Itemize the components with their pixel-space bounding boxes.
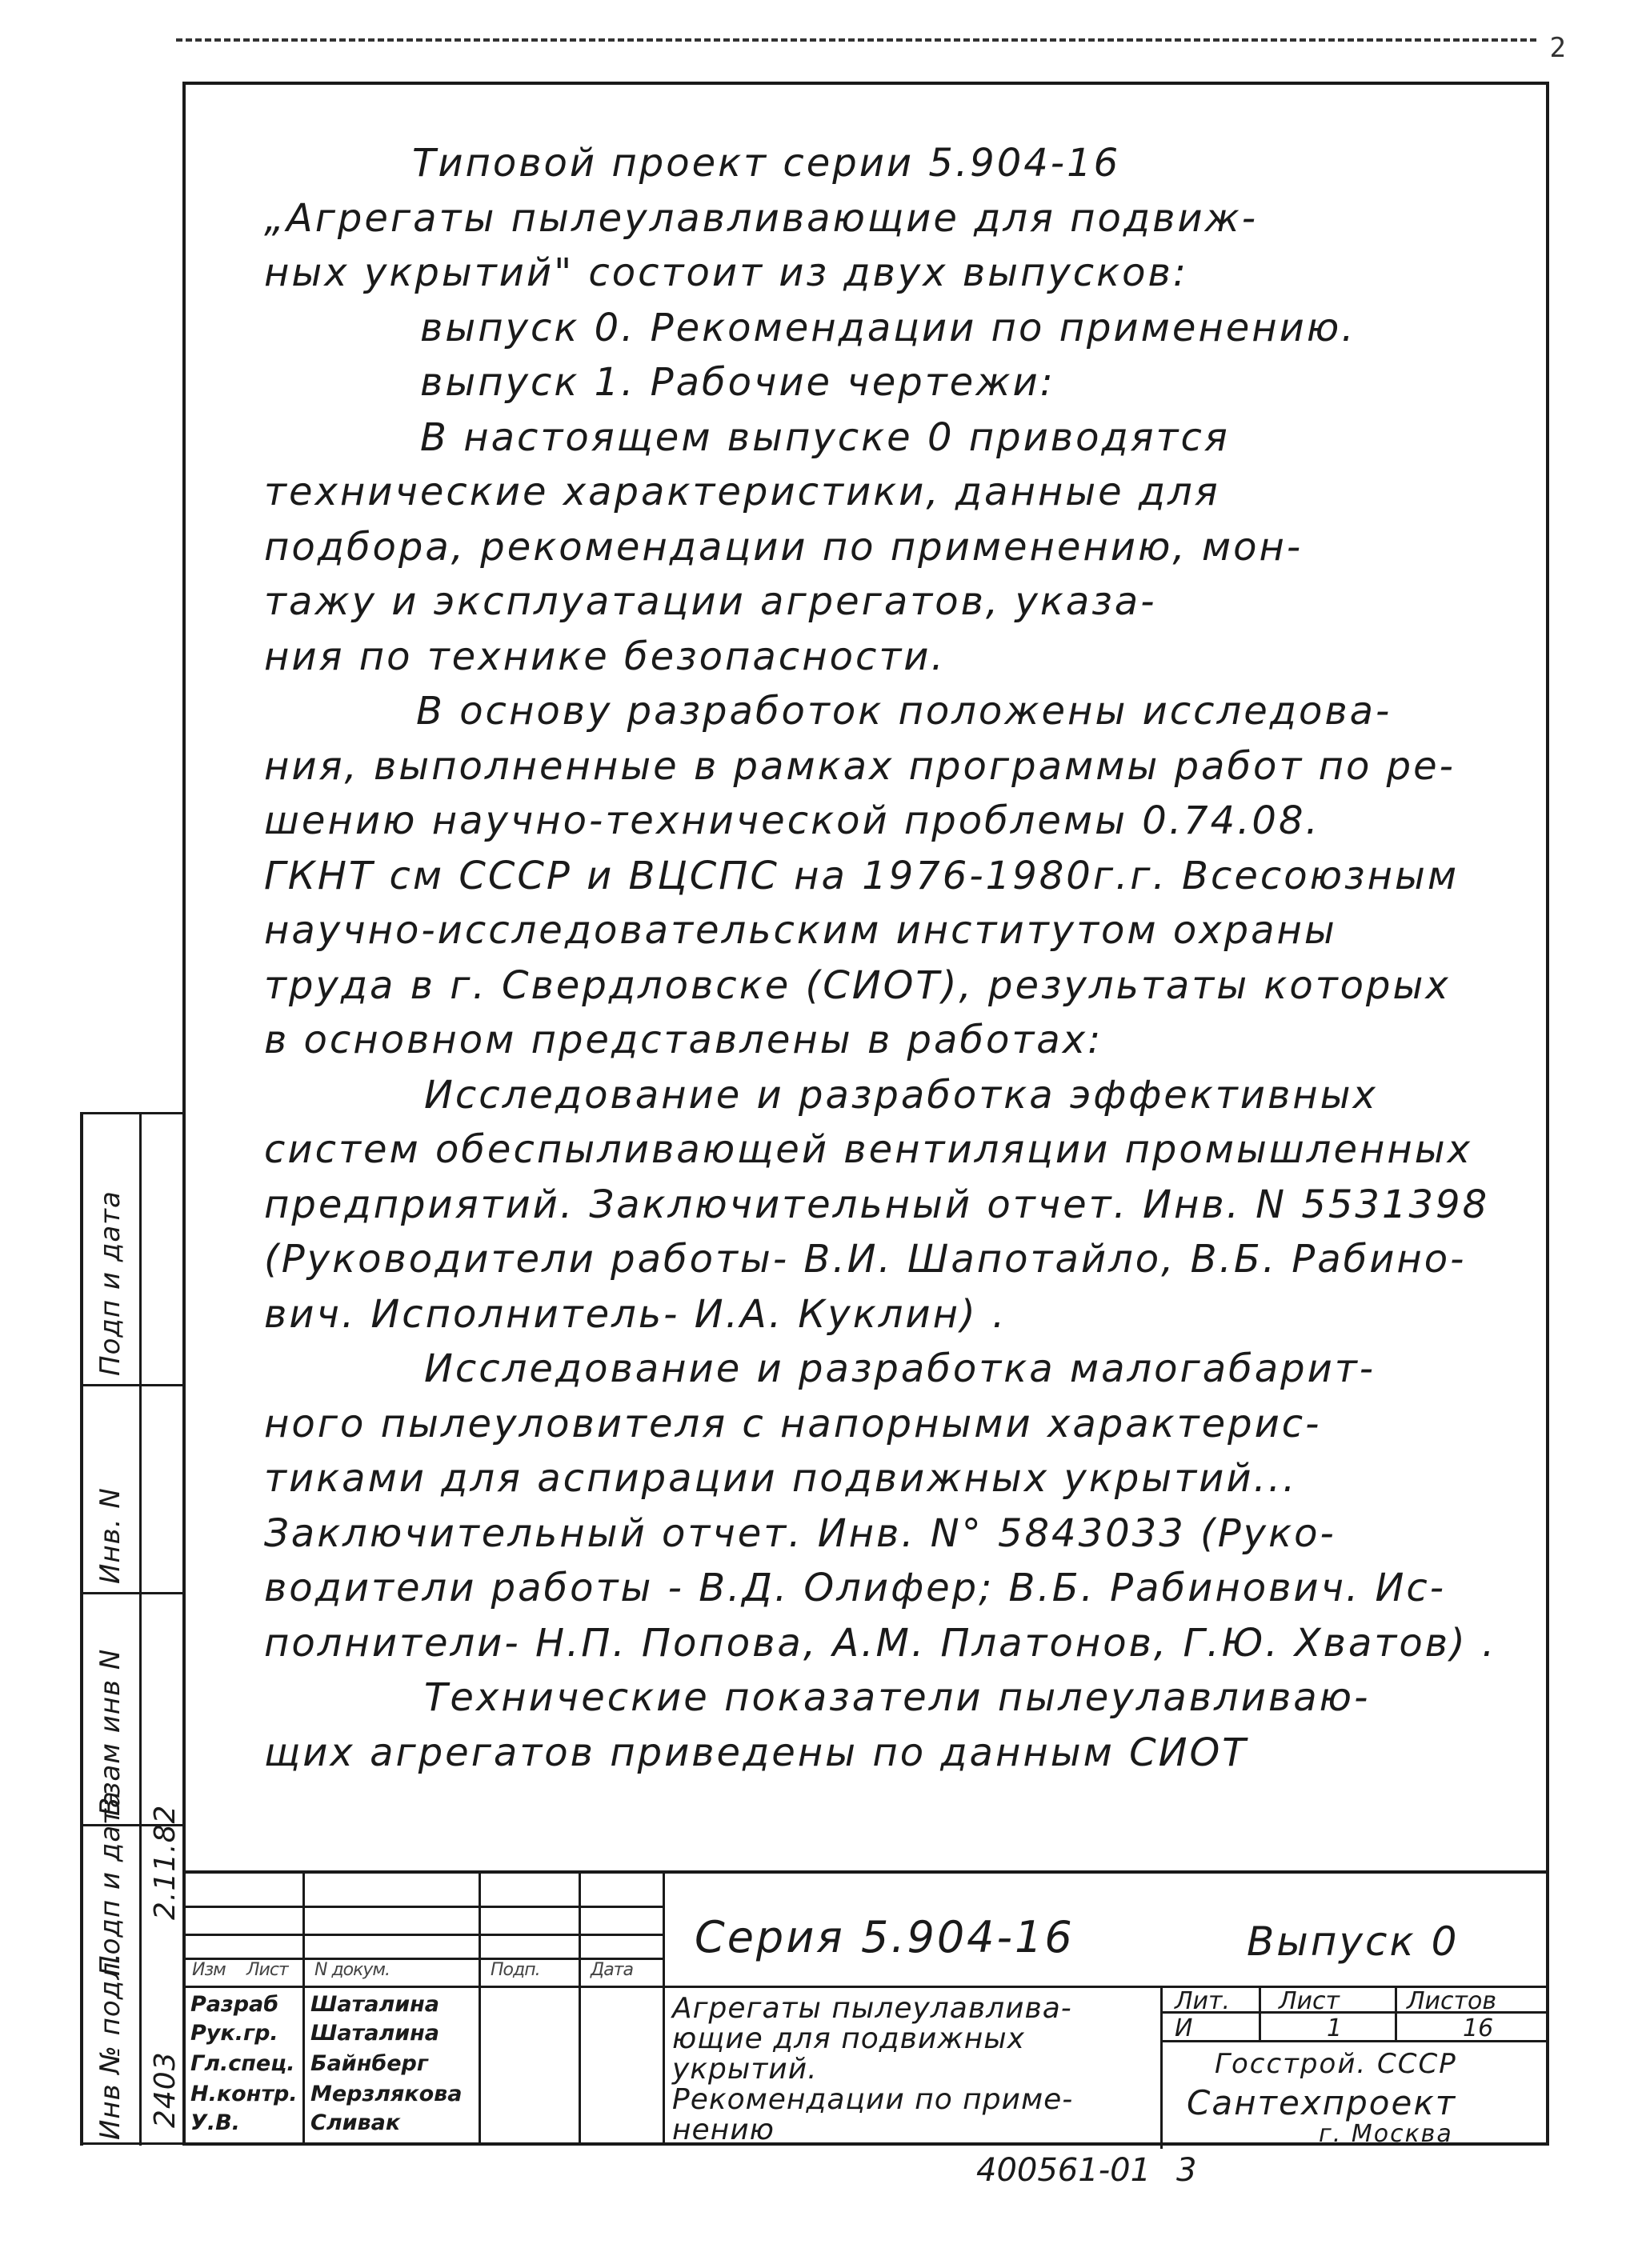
sheet-value: 1 <box>1327 2014 1343 2042</box>
signature-date: 2.11.82 <box>149 1804 182 1920</box>
body-line: В основу разработок положены исследова- <box>416 689 1392 734</box>
left-margin-strip <box>80 1112 182 2146</box>
tb-divider <box>1259 1986 1261 2040</box>
series-title: Серия 5.904-16 <box>695 1912 1075 1962</box>
lit-value: И <box>1175 2014 1193 2042</box>
body-line: щих агрегатов приведены по данным СИОТ <box>264 1730 1248 1775</box>
sheets-value: 16 <box>1463 2014 1494 2042</box>
body-line: предприятий. Заключительный отчет. Инв. N 5531398 <box>264 1182 1490 1227</box>
hdr-data: Дата <box>591 1960 633 1980</box>
body-line: ния по технике безопасности. <box>264 634 946 679</box>
name-n-kontr: Мерзлякова <box>310 2082 463 2106</box>
body-text <box>264 136 1536 1780</box>
org-line-2: Сантехпроект <box>1187 2083 1457 2122</box>
hdr-ndokum: N докум. <box>314 1960 390 1980</box>
body-line: технические характеристики, данные для <box>264 470 1220 514</box>
body-line: научно-исследовательским институтом охраны <box>264 908 1337 953</box>
title-block <box>182 1870 1549 2146</box>
desc-line: Рекомендации по приме- <box>672 2083 1074 2116</box>
body-line: систем обеспыливающей вентиляции промышленных <box>264 1127 1473 1172</box>
strip-rule <box>83 1384 186 1386</box>
body-line: тажу и эксплуатации агрегатов, указа- <box>264 579 1157 624</box>
body-line: Технические показатели пылеулавливаю- <box>424 1675 1371 1720</box>
inv-number: 2403 <box>149 2051 182 2128</box>
name-ruk-gr: Шаталина <box>310 2021 440 2046</box>
body-line: Исследование и разработка эффективных <box>424 1072 1378 1118</box>
tb-rule <box>182 1906 663 1908</box>
body-line: (Руководители работы- В.И. Шапотайло, В.Б. Рабино- <box>264 1237 1467 1282</box>
strip-rule <box>83 2142 186 2145</box>
desc-line: нению <box>672 2114 775 2146</box>
label-inv-podl: Инв № подл. <box>94 1952 126 2140</box>
tb-divider <box>479 1874 481 2146</box>
desc-line: Агрегаты пылеулавлива- <box>672 1992 1072 2025</box>
hdr-izm: Изм <box>192 1960 226 1980</box>
role-ruk-gr: Рук.гр. <box>190 2021 278 2046</box>
desc-line: укрытий. <box>672 2053 818 2086</box>
tb-divider <box>579 1874 581 2146</box>
role-razrab: Разраб <box>190 1992 279 2017</box>
body-line: выпуск 0. Рекомендации по применению. <box>420 305 1356 350</box>
body-line: ния, выполненные в рамках программы работ по ре- <box>264 743 1456 789</box>
body-line: вич. Исполнитель- И.А. Куклин) . <box>264 1291 1007 1337</box>
tb-divider <box>1160 1986 1163 2149</box>
label-inv-dubl: Инв. N <box>94 1487 126 1584</box>
body-line: водители работы - В.Д. Олифер; В.Б. Рабинович. Ис- <box>264 1566 1447 1610</box>
label-vzam-inv: Взам инв N <box>94 1648 126 1816</box>
tb-divider <box>302 1874 305 2146</box>
label-podp-data-top: Подп и дата <box>94 1190 126 1376</box>
role-n-kontr: Н.контр. <box>190 2082 298 2106</box>
desc-line: ющие для подвижных <box>672 2022 1025 2055</box>
role-gl-spec: Гл.спец. <box>190 2051 295 2076</box>
body-line: ных укрытий" состоит из двух выпусков: <box>264 250 1188 295</box>
tb-rule <box>182 1934 663 1936</box>
strip-rule <box>83 1592 186 1594</box>
strip-divider <box>139 1112 142 2146</box>
body-line: Исследование и разработка малогабарит- <box>424 1346 1376 1391</box>
top-dashed-rule <box>176 38 1536 42</box>
body-line: труда в г. Свердловске (СИОТ), результаты которых <box>264 962 1451 1008</box>
lit-label: Лит. <box>1175 1987 1231 2015</box>
body-line: ного пылеуловителя с напорными характерис- <box>264 1401 1322 1446</box>
body-line: „Агрегаты пылеулавливающие для подвиж- <box>264 195 1259 241</box>
issue-number: Выпуск 0 <box>1247 1918 1460 1965</box>
sheet-label: Лист <box>1279 1987 1340 2015</box>
strip-rule <box>83 1112 186 1114</box>
body-line: выпуск 1. Рабочие чертежи: <box>420 360 1055 405</box>
org-line-3: г. Москва <box>1319 2120 1453 2148</box>
body-line: Типовой проект серии 5.904-16 <box>412 141 1121 186</box>
role-uv: У.В. <box>190 2110 240 2135</box>
doc-number: 400561-01 <box>976 2152 1151 2189</box>
tb-divider <box>1395 1986 1397 2040</box>
hdr-podp: Подп. <box>491 1960 540 1980</box>
body-line: В настоящем выпуске 0 приводятся <box>420 414 1230 460</box>
tb-rule <box>182 1986 1549 1988</box>
body-line: тиками для аспирации подвижных укрытий... <box>264 1456 1298 1501</box>
name-uv: Сливак <box>310 2110 401 2135</box>
name-gl-spec: Байнберг <box>310 2051 428 2076</box>
tb-divider <box>663 1874 665 2146</box>
sheets-label: Листов <box>1407 1987 1497 2015</box>
body-line: шению научно-технической проблемы 0.74.08. <box>264 798 1320 843</box>
page-number: 3 <box>1176 2152 1197 2189</box>
body-line: Заключительный отчет. Инв. N° 5843033 (Руко- <box>264 1510 1336 1556</box>
body-line: в основном представлены в работах: <box>264 1018 1103 1062</box>
body-line: ГКНТ см СССР и ВЦСПС на 1976-1980г.г. Всесоюзным <box>264 853 1460 898</box>
name-razrab: Шаталина <box>310 1992 440 2017</box>
org-line-1: Госстрой. СССР <box>1215 2048 1457 2080</box>
body-line: подбора, рекомендации по применению, мон- <box>264 524 1304 570</box>
body-line: полнители- Н.П. Попова, А.М. Платонов, Г.Ю. Хватов) . <box>264 1620 1497 1666</box>
corner-mark: 2 <box>1549 32 1566 64</box>
label-podp-data: Подп и дата <box>94 1790 126 1976</box>
hdr-list: Лист <box>246 1960 288 1980</box>
